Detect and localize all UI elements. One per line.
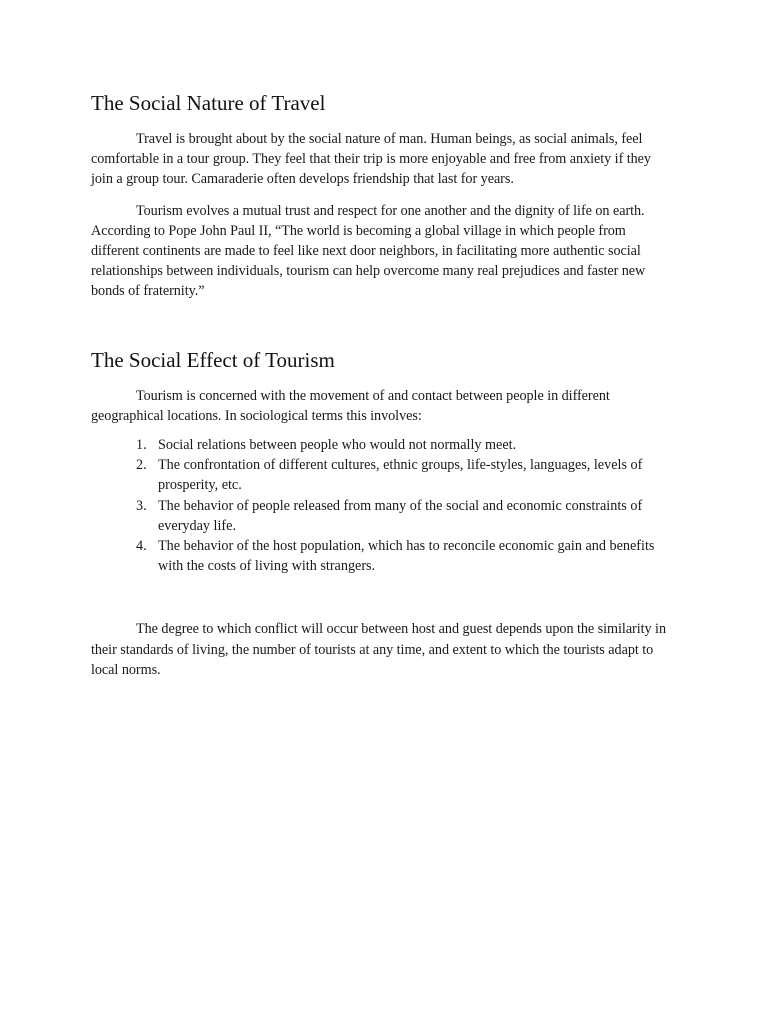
list-item: [136, 536, 676, 576]
list-item: [136, 496, 676, 536]
paragraph-travel-social-nature: Travel is brought about by the social nature of man. Human beings, as social animals, feel comfortable in a tour group. They feel that their trip is more enjoyable and free from anxiety if they join a group tour. Camaraderie often develops friendship that last for years.: [91, 131, 651, 188]
list-item: [136, 435, 676, 455]
paragraph-tourism-mutual-trust: Tourism evolves a mutual trust and respect for one another and the dignity of life on earth. According to Pope John Paul II, “The world is becoming a global village in which people from different continents are made to feel like next door neighbors, in facilitating more authentic social relationships between individuals, tourism can help overcome many real prejudices and faster new bonds of fraternity.”: [91, 202, 646, 300]
list-item-text: Social relations between people who would not normally meet.: [158, 437, 517, 454]
list-item-number: 2.: [136, 457, 147, 474]
list-item-number: 1.: [136, 437, 147, 454]
list-item-text: The behavior of the host population, which has to reconcile economic gain and benefits with the costs of living with strangers.: [158, 538, 655, 575]
paragraph-host-guest-conflict: The degree to which conflict will occur between host and guest depends upon the similarity in their standards of living, the number of tourists at any time, and extent to which the tourists adapt to local norms.: [91, 621, 666, 678]
list-item-number: 3.: [136, 497, 147, 514]
section-heading-social-effect-of-tourism: The Social Effect of Tourism: [91, 347, 335, 372]
list-item-number: 4.: [136, 538, 147, 555]
list-item-text: The behavior of people released from many of the social and economic constraints of everyday life.: [158, 497, 643, 534]
sociological-effects-list: [91, 435, 676, 576]
paragraph-tourism-movement-intro: Tourism is concerned with the movement of and contact between people in different geographical locations. In sociological terms this involves:: [91, 387, 610, 424]
list-item: [136, 455, 676, 495]
section-heading-social-nature-of-travel: The Social Nature of Travel: [91, 91, 326, 115]
list-item-text: The confrontation of different cultures, ethnic groups, life-styles, languages, levels of prosperity, etc.: [158, 457, 643, 494]
